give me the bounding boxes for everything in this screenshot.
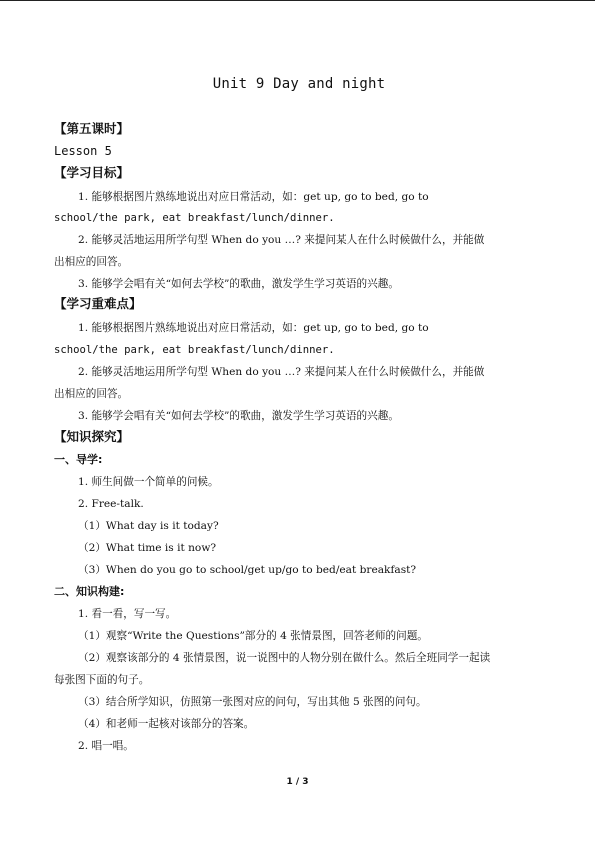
key-points-item-2a: 2. 能够灵活地运用所学句型 When do you …? 来提问某人在什么时候做什么，并能做 xyxy=(78,366,485,378)
part2-step-3: （3）结合所学知识，仿照第一张图对应的问句，写出其他 5 张图的问句。 xyxy=(78,696,427,708)
part2-item-2: 2. 唱一唱。 xyxy=(78,740,134,752)
page-number: 1 / 3 xyxy=(286,777,309,787)
part2-step-2b: 每张图下面的句子。 xyxy=(54,674,150,686)
part2-heading: 二、知识构建: xyxy=(54,585,125,598)
part1-item-2: 2. Free-talk. xyxy=(78,498,144,510)
key-points-item-1a: 1. 能够根据图片熟练地说出对应日常活动，如：get up, go to bed, go to xyxy=(78,322,429,334)
part1-item-1: 1. 师生间做一个简单的问候。 xyxy=(78,476,219,488)
header-rule xyxy=(0,0,595,1)
key-points-item-2b: 出相应的回答。 xyxy=(54,388,129,400)
lesson-label: Lesson 5 xyxy=(54,144,112,158)
objectives-item-2b: 出相应的回答。 xyxy=(54,256,129,268)
key-points-item-1b: school/the park, eat breakfast/lunch/dinner. xyxy=(54,344,335,356)
key-points-heading: 【学习重难点】 xyxy=(54,296,142,311)
section-period: 【第五课时】 xyxy=(54,121,130,136)
objectives-item-3: 3. 能够学会唱有关“如何去学校”的歌曲，激发学生学习英语的兴趣。 xyxy=(78,278,399,290)
objectives-item-1a: 1. 能够根据图片熟练地说出对应日常活动，如：get up, go to bed, go to xyxy=(78,191,429,203)
part2-step-2a: （2）观察该部分的 4 张情景图，说一说图中的人物分别在做什么。然后全班同学一起读 xyxy=(78,652,491,664)
objectives-heading: 【学习目标】 xyxy=(54,165,130,180)
document-title: Unit 9 Day and night xyxy=(212,76,386,92)
part2-item-1: 1. 看一看，写一写。 xyxy=(78,608,177,620)
objectives-item-2a: 2. 能够灵活地运用所学句型 When do you …? 来提问某人在什么时候做什么，并能做 xyxy=(78,234,485,246)
part2-step-4: （4）和老师一起核对该部分的答案。 xyxy=(78,718,255,730)
part1-question-2: （2）What time is it now? xyxy=(78,542,217,554)
exploration-heading: 【知识探究】 xyxy=(54,429,130,444)
key-points-item-3: 3. 能够学会唱有关“如何去学校”的歌曲，激发学生学习英语的兴趣。 xyxy=(78,410,399,422)
part2-step-1: （1）观察“Write the Questions”部分的 4 张情景图，回答老师的问题。 xyxy=(78,630,428,642)
objectives-item-1b: school/the park, eat breakfast/lunch/dinner. xyxy=(54,212,335,224)
part1-question-1: （1）What day is it today? xyxy=(78,520,219,532)
part1-question-3: （3）When do you go to school/get up/go to bed/eat breakfast? xyxy=(78,564,417,576)
part1-heading: 一、导学: xyxy=(54,453,103,466)
